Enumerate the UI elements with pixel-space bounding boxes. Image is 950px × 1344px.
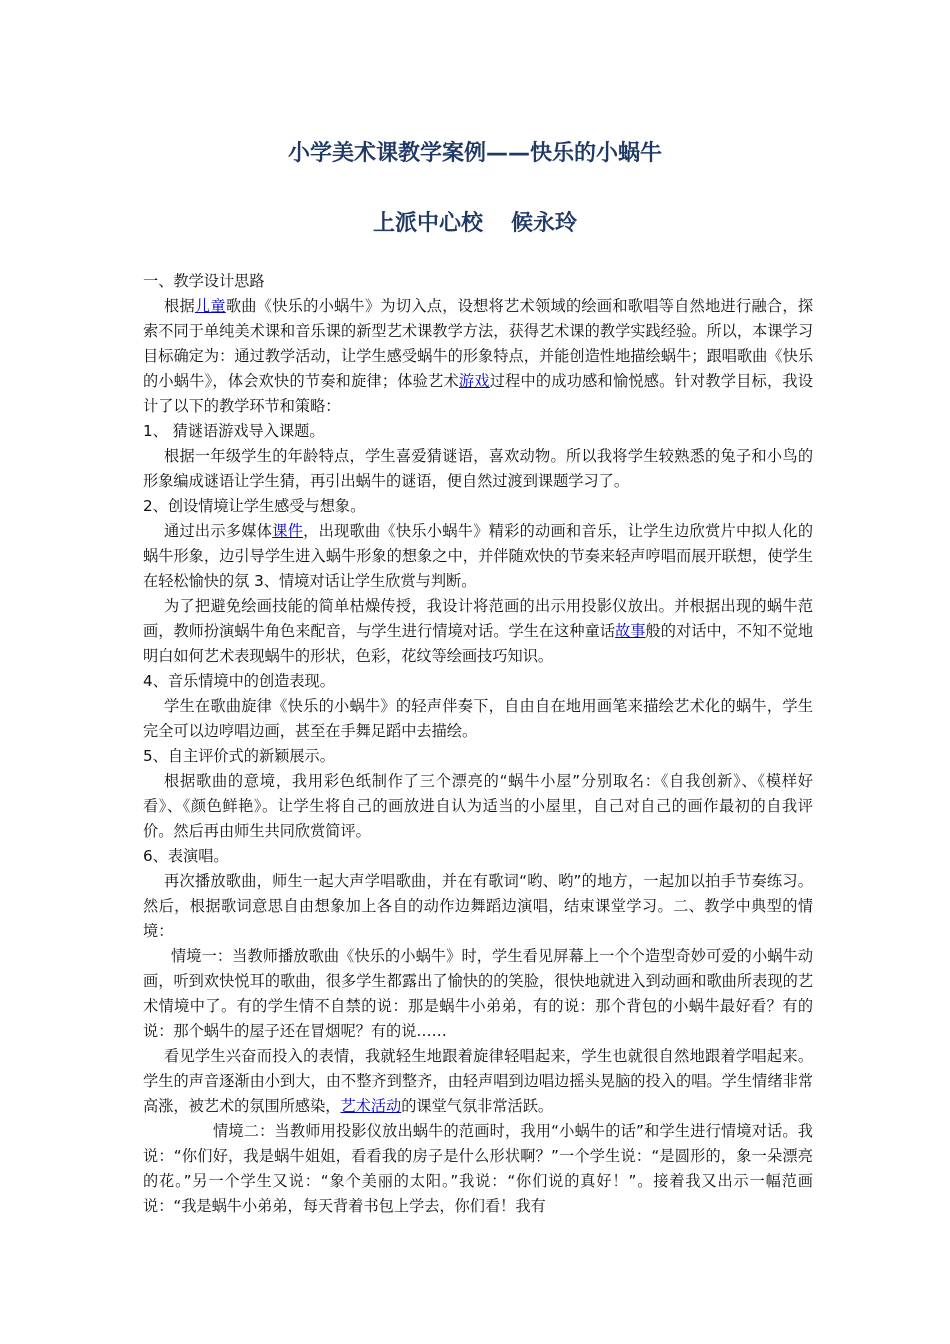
text-span: 为了把避免绘画技能的简单枯燥传授，我设计将范画的出示用投影仪放出。并根据出现的蜗牛范画，教师扮演蜗牛角色来配音，与学生进行情境对话。学生在这种童话 <box>143 597 813 640</box>
author-name: 候永玲 <box>511 211 578 236</box>
link-game[interactable]: 游戏 <box>458 372 490 390</box>
scene-2-text: 情境二：当教师用投影仪放出蜗牛的范画时，我用“小蜗牛的话”和学生进行情境对话。我说：“你们好，我是蜗牛姐姐，看看我的房子是什么形状啊？”一个学生说：“是圆形的，象一朵漂亮的花。”另一个学生又说：“象个美丽的太阳。”我说：“你们说的真好！”。接着我又出示一幅范画说：“我是蜗牛小弟弟，每天背着书包上学去，你们看！我有 <box>143 1122 813 1215</box>
step-text-4: 学生在歌曲旋律《快乐的小蜗牛》的轻声伴奏下，自由自在地用画笔来描绘艺术化的蜗牛，学生完全可以边哼唱边画，甚至在手舞足蹈中去描绘。 <box>143 697 813 740</box>
paragraph-design-idea <box>143 294 813 419</box>
text-span: 的课堂气氛非常活跃。 <box>401 1097 554 1115</box>
text-span: ，出现歌曲《快乐小蜗牛》精彩的动画和音乐，让学生边欣赏片中拟人化的蜗牛形象，边引导学生进入蜗牛形象的想象之中，并伴随欢快的节奏来轻声哼唱而展开联想，使学生在轻松愉快的氛 3、情境对话让学生欣赏与判断。 <box>143 522 814 590</box>
step-heading-1: 1、 猜谜语游戏导入课题。 <box>143 422 325 440</box>
step-text-5: 根据歌曲的意境，我用彩色纸制作了三个漂亮的“蜗牛小屋”分别取名：《自我创新》、《模样好看》、《颜色鲜艳》。让学生将自己的画放进自认为适当的小屋里，自己对自己的画作最初的自我评价。然后再由师生共同欣赏简评。 <box>143 772 813 840</box>
step-heading-4: 4、音乐情境中的创造表现。 <box>143 672 335 690</box>
section-heading: 一、教学设计思路 <box>143 272 265 290</box>
document-title: 小学美术课教学案例——快乐的小蜗牛 <box>287 141 662 166</box>
text-span: 歌曲《快乐的小蜗牛》为切入点，设想将艺术领域的绘画和歌唱等自然地进行融合，探索不同于单纯美术课和音乐课的新型艺术课教学方法，获得艺术课的教学实践经验。所以，本课学习目标确定为：通过教学活动，让学生感受蜗牛的形象特点，并能创造性地描绘蜗牛；跟唱歌曲《快乐的小蜗牛》，体会欢快的节奏和旋律；体验艺术 <box>143 297 814 390</box>
step-text-2 <box>143 519 813 594</box>
step-heading-2: 2、创设情境让学生感受与想象。 <box>143 497 366 515</box>
step-text-6: 再次播放歌曲，师生一起大声学唱歌曲，并在有歌词“哟、哟”的地方，一起加以拍手节奏练习。然后，根据歌词意思自由想象加上各自的动作边舞蹈边演唱，结束课堂学习。二、教学中典型的情境： <box>143 872 813 940</box>
link-art-activity[interactable]: 艺术活动 <box>340 1097 402 1115</box>
step-heading-5: 5、自主评价式的新颖展示。 <box>143 747 335 765</box>
scene-1-text: 情境一：当教师播放歌曲《快乐的小蜗牛》时，学生看见屏幕上一个个造型奇妙可爱的小蜗牛动画，听到欢快悦耳的歌曲，很多学生都露出了愉快的的笑脸，很快地就进入到动画和歌曲所表现的艺术情境中了。有的学生情不自禁的说：那是蜗牛小弟弟，有的说：那个背包的小蜗牛最好看？有的说：那个蜗牛的屋子还在冒烟呢？有的说…… <box>143 947 813 1040</box>
scene-1-continuation <box>143 1044 813 1119</box>
step-text-3 <box>143 594 813 669</box>
text-span: 通过出示多媒体 <box>164 522 273 540</box>
text-span: 般的对话中，不知不觉地明白如何艺术表现蜗牛的形状，色彩，花纹等绘画技巧知识。 <box>143 622 814 665</box>
step-text-1: 根据一年级学生的年龄特点，学生喜爱猜谜语，喜欢动物。所以我将学生较熟悉的兔子和小鸟的形象编成谜语让学生猜，再引出蜗牛的谜语，便自然过渡到课题学习了。 <box>143 447 813 490</box>
link-children[interactable]: 儿童 <box>194 297 226 315</box>
link-courseware[interactable]: 课件 <box>272 522 304 540</box>
link-story[interactable]: 故事 <box>615 622 646 640</box>
step-heading-6: 6、表演唱。 <box>143 847 229 865</box>
text-span: 看见学生兴奋而投入的表情，我就轻生地跟着旋律轻唱起来，学生也就很自然地跟着学唱起来。学生的声音逐渐由小到大，由不整齐到整齐，由轻声唱到边唱边摇头晃脑的投入的唱。学生情绪非常高涨，被艺术的氛围所感染， <box>143 1047 813 1115</box>
document-body <box>143 269 813 1219</box>
author-school: 上派中心校 <box>372 211 483 236</box>
text-span: 过程中的成功感和愉悦感。针对教学目标，我设计了以下的教学环节和策略： <box>143 372 814 415</box>
text-span: 根据 <box>164 297 195 315</box>
author-line <box>0 206 950 237</box>
